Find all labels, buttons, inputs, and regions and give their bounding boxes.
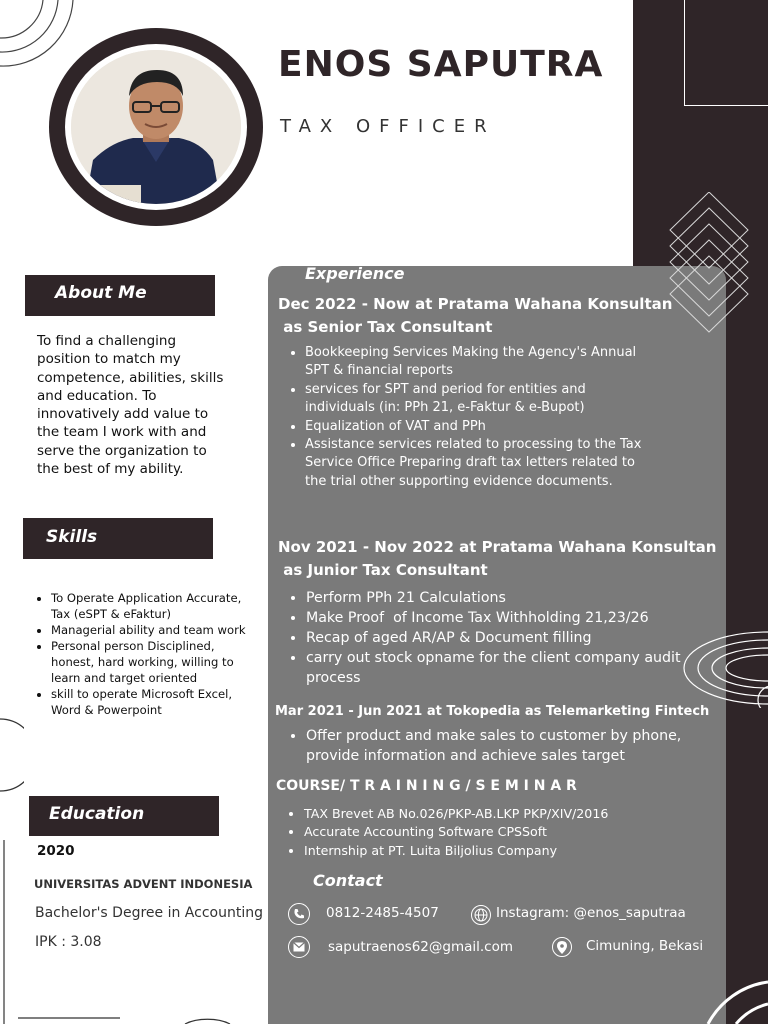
contact-section-header: Contact <box>313 871 383 890</box>
bottom-left-line-decoration <box>0 840 270 1024</box>
phone-icon <box>288 903 310 925</box>
job-heading-line: Dec 2022 - Now at Pratama Wahana Konsultan <box>278 295 673 313</box>
education-school: UNIVERSITAS ADVENT INDONESIA <box>34 877 253 891</box>
courses-list <box>286 805 724 860</box>
list-item: • Accurate Accounting Software CPSSoft <box>304 823 724 841</box>
list-item: • Managerial ability and team work <box>51 622 251 638</box>
list-item: • Make Proof of Income Tax Withholding 21,23/26 <box>306 608 706 628</box>
contact-email[interactable]: saputraenos62@gmail.com <box>328 939 513 955</box>
contact-instagram[interactable]: Instagram: @enos_saputraa <box>496 905 686 921</box>
list-item: • Equalization of VAT and PPh <box>305 418 655 436</box>
list-item: • Assistance services related to processing to the Tax Service Office Preparing draft tax letters related to the trial other supporting evidence documents. <box>305 436 655 491</box>
job-bullets <box>287 344 655 491</box>
about-text: To find a challenging position to match my competence, abilities, skills and education. To innovatively add value to the team I work with and serve the organization to the best of my ability. <box>37 333 224 478</box>
outline-rect-decoration <box>684 0 768 106</box>
job-heading: Mar 2021 - Jun 2021 at Tokopedia as Telemarketing Fintech <box>275 704 710 719</box>
list-item: • To Operate Application Accurate, Tax (eSPT & eFaktur) <box>51 590 251 622</box>
skills-list <box>33 590 251 718</box>
education-year: 2020 <box>37 843 75 859</box>
profile-photo <box>71 50 241 204</box>
job-heading-line: as Junior Tax Consultant <box>278 561 488 579</box>
list-item: • Internship at PT. Luita Biljolius Company <box>304 842 724 860</box>
job-bullets <box>288 726 726 766</box>
list-item: • TAX Brevet AB No.026/PKP-AB.LKP PKP/XIV/2016 <box>304 805 724 823</box>
job-heading-line: Nov 2021 - Nov 2022 at Pratama Wahana Konsultan <box>278 538 717 556</box>
list-item: • services for SPT and period for entities and individuals (in: PPh 21, e-Faktur & e-Bupot) <box>305 381 655 418</box>
corner-arcs-decoration <box>0 0 80 80</box>
courses-section-header: COURSE/ T R A I N I N G / S E M I N A R <box>276 778 577 794</box>
list-item: • Personal person Disciplined, honest, hard working, willing to learn and target oriented <box>51 638 251 686</box>
person-name: ENOS SAPUTRA <box>278 44 604 85</box>
education-section-header: Education <box>29 796 219 836</box>
mail-icon <box>288 936 310 958</box>
bottom-right-arcs-decoration <box>700 960 768 1024</box>
contact-phone[interactable]: 0812-2485-4507 <box>326 905 439 921</box>
left-arc-decoration <box>0 715 24 795</box>
education-degree: Bachelor's Degree in Accounting <box>35 905 263 921</box>
about-section-header: About Me <box>25 275 215 316</box>
job-bullets <box>288 588 706 688</box>
list-item: • Offer product and make sales to customer by phone, provide information and achieve sales target <box>306 726 726 766</box>
job-heading-line: as Senior Tax Consultant <box>278 318 493 336</box>
list-item: • carry out stock opname for the client company audit process <box>306 648 706 688</box>
list-item: • skill to operate Microsoft Excel, Word & Powerpoint <box>51 686 251 718</box>
job-heading <box>278 293 718 339</box>
skills-section-header: Skills <box>23 518 213 559</box>
list-item: • Perform PPh 21 Calculations <box>306 588 706 608</box>
contact-location: Cimuning, Bekasi <box>586 938 704 954</box>
globe-icon <box>471 905 491 925</box>
experience-section-header: Experience <box>305 264 405 283</box>
list-item: • Recap of aged AR/AP & Document filling <box>306 628 706 648</box>
job-title: TAX OFFICER <box>280 116 496 137</box>
job-heading <box>278 536 718 582</box>
education-gpa: IPK : 3.08 <box>35 934 102 950</box>
location-pin-icon <box>552 937 572 957</box>
list-item: • Bookkeeping Services Making the Agency's Annual SPT & financial reports <box>305 344 655 381</box>
